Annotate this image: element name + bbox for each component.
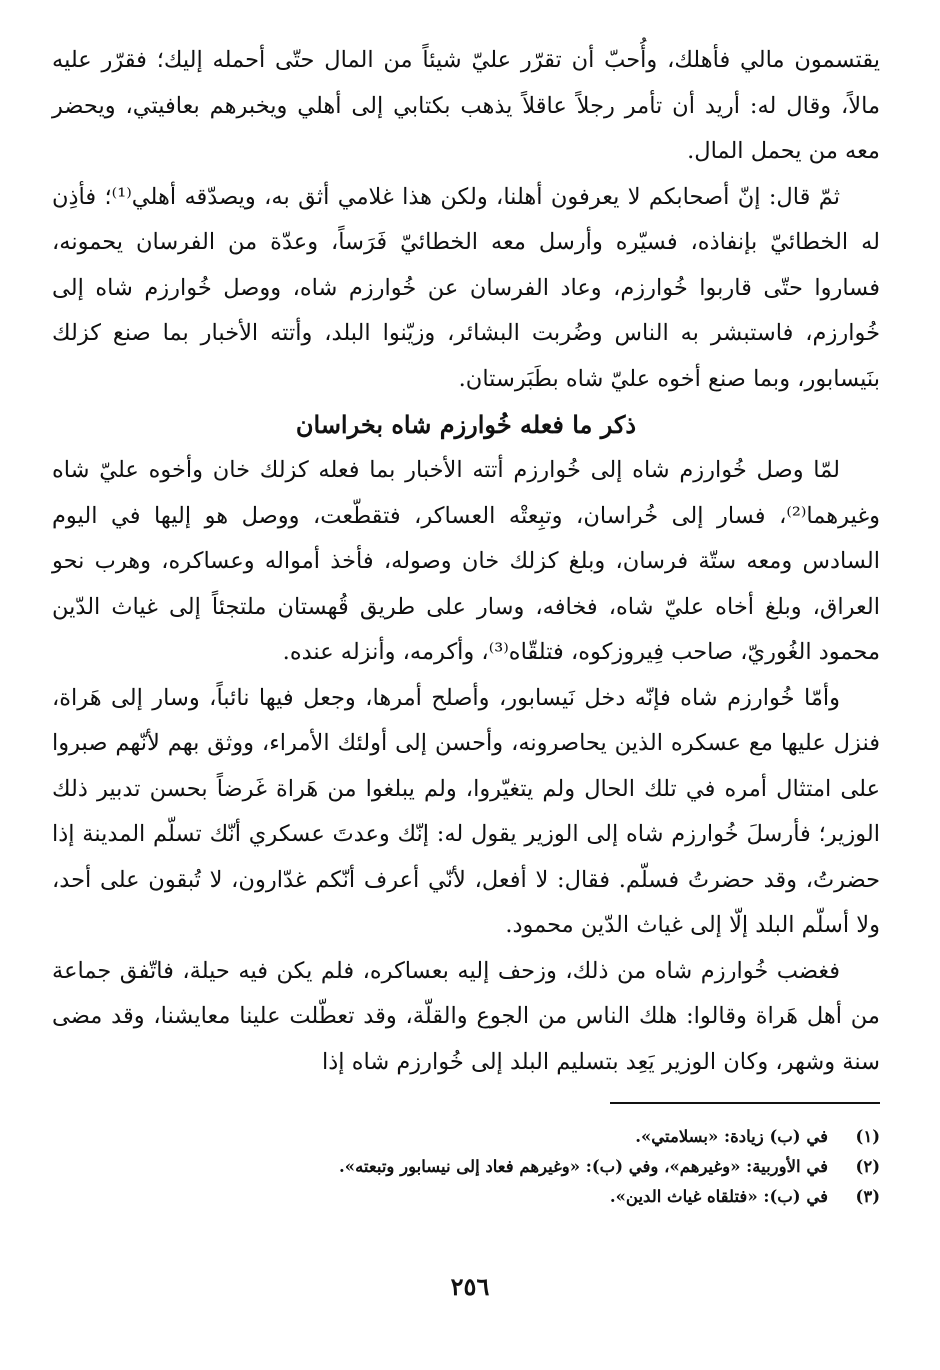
paragraph-4: وأمّا خُوارزم شاه فإنّه دخل نَيسابور، وأصلح أمرها، وجعل فيها نائباً، وسار إلى هَراة، فنزل عليها مع عسكره الذين يحاصرونه، وأحسن إلى أولئك الأمراء، ووثق بهم لأنّهم صبروا على امتثال أمره في تلك الحال ولم يتغيّروا، ولم يبلغوا من هَراة غَرضاً بحسن تدبير ذلك الوزير؛ فأرسلَ خُوارزم شاه إلى الوزير يقول له: إنّك وعدتَ عسكري أنّك تسلّم المدينة إذا حضرتُ، وقد حضرتُ فسلّم. فقال: لا أفعل، لأنّي أعرف أنّكم غدّارون، لا تُبقون على أحد، ولا أسلّم البلد إلّا إلى غياث الدّين محمود. bbox=[52, 684, 880, 938]
paragraph-5: فغضب خُوارزم شاه من ذلك، وزحف إليه بعساكره، فلم يكن فيه حيلة، فاتّفق جماعة من أهل هَراة وقالوا: هلك الناس من الجوع والقلّة، وقد تعطّلت علينا معايشنا، وقد مضى سنة وشهر، وكان الوزير يَعِد بتسليم البلد إلى خُوارزم شاه إذا bbox=[52, 957, 880, 1075]
footnote-text: في (ب): «فتلقاه غياث الدين». bbox=[609, 1187, 828, 1206]
footnote-text: في الأوربية: «وغيرهم»، وفي (ب): «وغيرهم فعاد إلى نيسابور وتبعته». bbox=[339, 1157, 828, 1176]
footnote-number: (٣) bbox=[855, 1187, 880, 1206]
footnote-number: (٢) bbox=[855, 1157, 880, 1176]
footnote-number: (١) bbox=[855, 1127, 880, 1146]
paragraph-1: يقتسمون مالي فأهلك، وأُحبّ أن تقرّر عليّ شيئاً من المال حتّى أحمله إليك؛ فقرّر عليه مالاً، وقال له: أريد أن تأمر رجلاً عاقلاً يذهب بكتابي إلى أهلي ويخبرهم بعافيتي، ويحضر معه من يحمل المال. bbox=[52, 47, 880, 164]
footnote-3 bbox=[60, 1182, 880, 1212]
footnotes bbox=[60, 1122, 880, 1212]
paragraph-2: ثمّ قال: إنّ أصحابكم لا يعرفون أهلنا، ولكن هذا غلامي أثق به، ويصدّقه أهلي⁽¹⁾؛ فأذِن له الخطائيّ بإنفاذه، فسيّره وأرسل معه الخطائيّ فَرَساً، وعدّة من الفرسان يحمونه، فساروا حتّى قاربوا خُوارزم، وعاد الفرسان عن خُوارزم شاه، ووصل خُوارزم شاه إلى خُوارزم، فاستبشر به الناس وضُربت البشائر، وزيّنوا البلد، وأتته الأخبار بما صنع كزلك بنَيسابور، وبما صنع أخوه عليّ شاه بطَبَرستان. bbox=[52, 183, 880, 392]
footnote-divider bbox=[610, 1102, 880, 1104]
paragraph-3: لمّا وصل خُوارزم شاه إلى خُوارزم أتته الأخبار بما فعله كزلك خان وأخوه عليّ شاه وغيرهما⁽²⁾، فسار إلى خُراسان، وتبِعتْه العساكر، فتقطّعت، ووصل هو إليها في اليوم السادس ومعه ستّة فرسان، وبلغ كزلك خان وصوله، فأخذ أمواله وعساكره، وهرب نحو العراق، وبلغ أخاه عليّ شاه، فخافه، وسار على طريق قُهستان ملتجئاً إلى غياث الدّين محمود الغُوريّ، صاحب فِيروزكوه، فتلقّاه⁽³⁾، وأكرمه، وأنزله عنده. bbox=[52, 457, 880, 665]
footnote-2 bbox=[60, 1152, 880, 1182]
section-heading: ذكر ما فعله خُوارزم شاه بخراسان bbox=[295, 410, 637, 439]
page-number: ٢٥٦ bbox=[450, 1272, 490, 1301]
footnote-1 bbox=[60, 1122, 880, 1152]
body-text bbox=[52, 38, 880, 1085]
footnote-text: في (ب) زيادة: «بسلامتي». bbox=[635, 1127, 828, 1146]
